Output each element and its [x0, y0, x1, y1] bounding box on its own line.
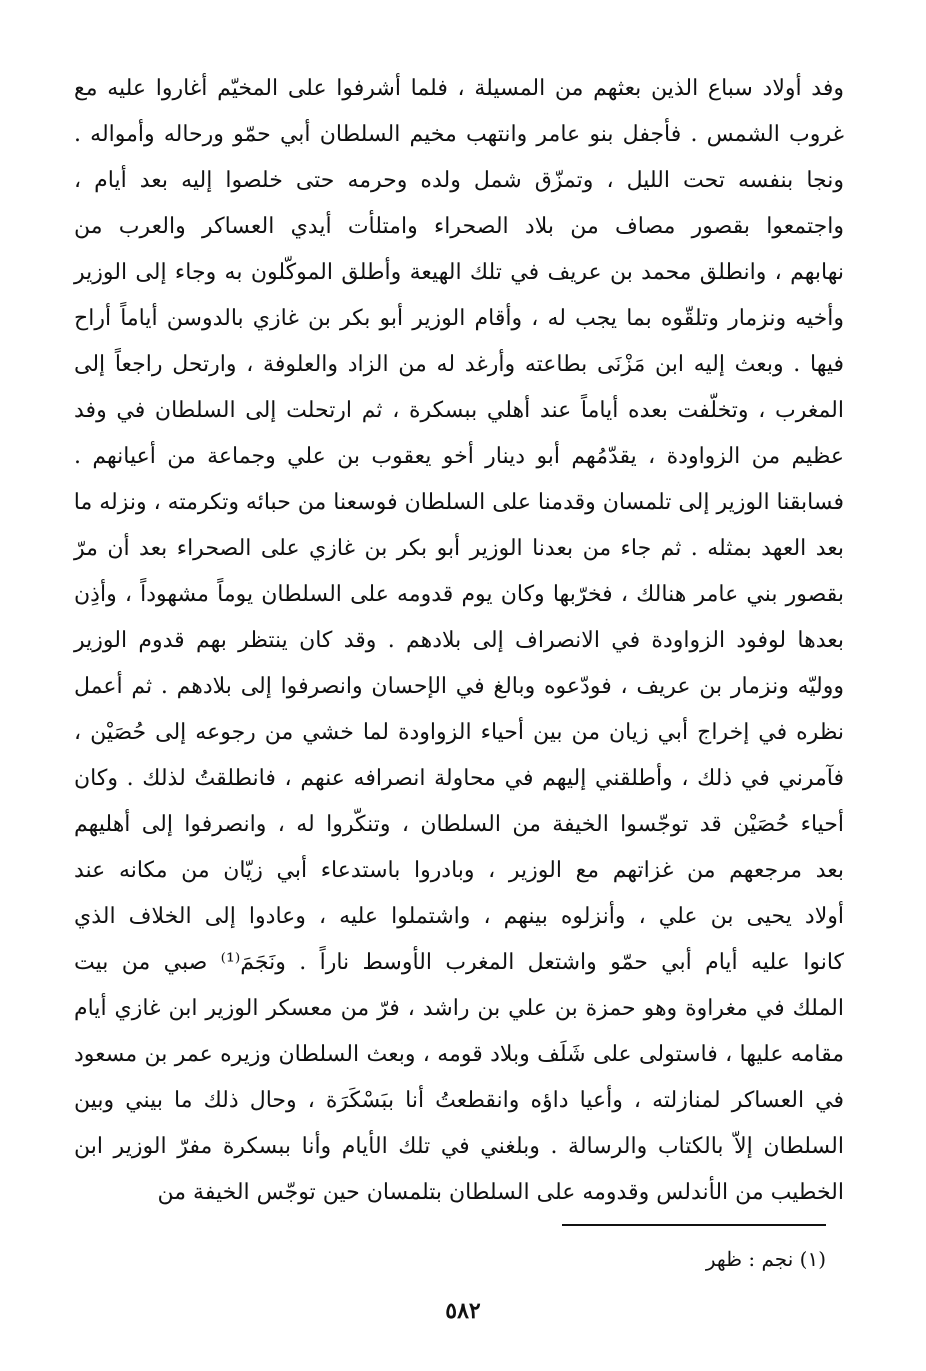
text-line: بعد مرجعهم من غزاتهم مع الوزير ، وبادروا باستدعاء أبي زيّان من مكانه عند	[74, 858, 844, 883]
page-number: ٥٨٢	[445, 1298, 481, 1324]
text-line: وأخيه ونزمار وتلقّوه بما يجب له ، وأقام الوزير أبو بكر بن غازي بالدوسن أياماً أراح	[74, 306, 844, 331]
text-line: المغرب ، وتخلّفت بعده أياماً عند أهلي ببسكرة ، ثم ارتحلت إلى السلطان في وفد	[74, 398, 844, 423]
text-line: مقامه عليها ، فاستولى على شَلَف وبلاد قومه ، وبعث السلطان وزيره عمر بن مسعود	[74, 1042, 844, 1067]
footnote: (١) نجم : ظهر	[705, 1247, 826, 1271]
text-line: بعد العهد بمثله . ثم جاء من بعدنا الوزير أبو بكر بن غازي على الصحراء بعد أن مرّ	[74, 536, 844, 561]
footnote-separator	[562, 1224, 826, 1226]
text-line: نهابهم ، وانطلق محمد بن عريف في تلك الهيعة وأطلق الموكّلون به وجاء إلى الوزير	[74, 260, 844, 285]
text-line: في العساكر لمنازلته ، وأعيا داؤه وانقطعتُ أنا ببَسْكَرَة ، وحال ذلك ما بيني وبين	[74, 1088, 844, 1113]
text-line: نظره في إخراج أبي زيان من بين أحياء الزواودة لما خشي من رجوعه إلى حُصَيْن ،	[74, 720, 844, 745]
text-line: ونجا بنفسه تحت الليل ، وتمزّق شمل ولده وحرمه حتى خلصوا إليه بعد أيام ،	[74, 168, 844, 193]
text-line: فسابقنا الوزير إلى تلمسان وقدمنا على السلطان فوسعنا من حبائه وتكرمته ، ونزله ما	[73, 490, 844, 515]
text-line: وفد أولاد سباع الذين بعثهم من المسيلة ، فلما أشرفوا على المخيّم أغاروا عليه مع	[74, 76, 844, 101]
text-line: واجتمعوا بقصور مصاف من بلاد الصحراء وامتلأت أيدي العساكر والعرب من	[74, 214, 844, 239]
text-line: ووليّه ونزمار بن عريف ، فودّعوه وبالغ في الإحسان وانصرفوا إلى بلادهم . ثم أعمل	[74, 674, 844, 699]
text-line: فآمرني في ذلك ، وأطلقني إليهم في محاولة انصرافه عنهم ، فانطلقتُ لذلك . وكان	[74, 766, 844, 791]
text-line: أحياء حُصَيْن قد توجّسوا الخيفة من السلطان ، وتنكّروا له ، وانصرفوا إلى أهليهم	[74, 812, 844, 837]
main-text-block	[74, 66, 844, 1216]
text-line: فيها . وبعث إليه ابن مَزْنَى بطاعته وأرغد له من الزاد والعلوفة ، وارتحل راجعاً إلى	[74, 352, 844, 377]
text-line: غروب الشمس . فأجفل بنو عامر وانتهب مخيم السلطان أبي حمّو ورحاله وأمواله .	[74, 122, 844, 147]
text-line: الخطيب من الأندلس وقدومه على السلطان بتلمسان حين توجّس الخيفة من	[157, 1180, 844, 1205]
text-line: بقصور بني عامر هنالك ، فخرّبها وكان يوم قدومه على السلطان يوماً مشهوداً ، وأذِن	[74, 582, 844, 607]
text-line: الملك في مغراوة وهو حمزة بن علي بن راشد ، فرّ من معسكر الوزير ابن غازي أيام	[74, 996, 844, 1021]
text-line: بعدها لوفود الزواودة في الانصراف إلى بلادهم . وقد كان ينتظر بهم قدوم الوزير	[74, 628, 844, 653]
text-line: أولاد يحيى بن علي ، وأنزلوه بينهم ، واشتملوا عليه ، وعادوا إلى الخلاف الذي	[74, 904, 844, 929]
text-line: عظيم من الزواودة ، يقدّمُهم أبو دينار أخو يعقوب بن علي وجماعة من أعيانهم .	[74, 444, 844, 469]
text-line: السلطان إلاّ بالكتاب والرسالة . وبلغني في تلك الأيام وأنا ببسكرة مفرّ الوزير ابن	[74, 1134, 844, 1159]
text-line: كانوا عليه أيام أبي حمّو واشتعل المغرب الأوسط ناراً . ونَجَمَ⁽¹⁾ صبي من بيت	[74, 950, 844, 975]
